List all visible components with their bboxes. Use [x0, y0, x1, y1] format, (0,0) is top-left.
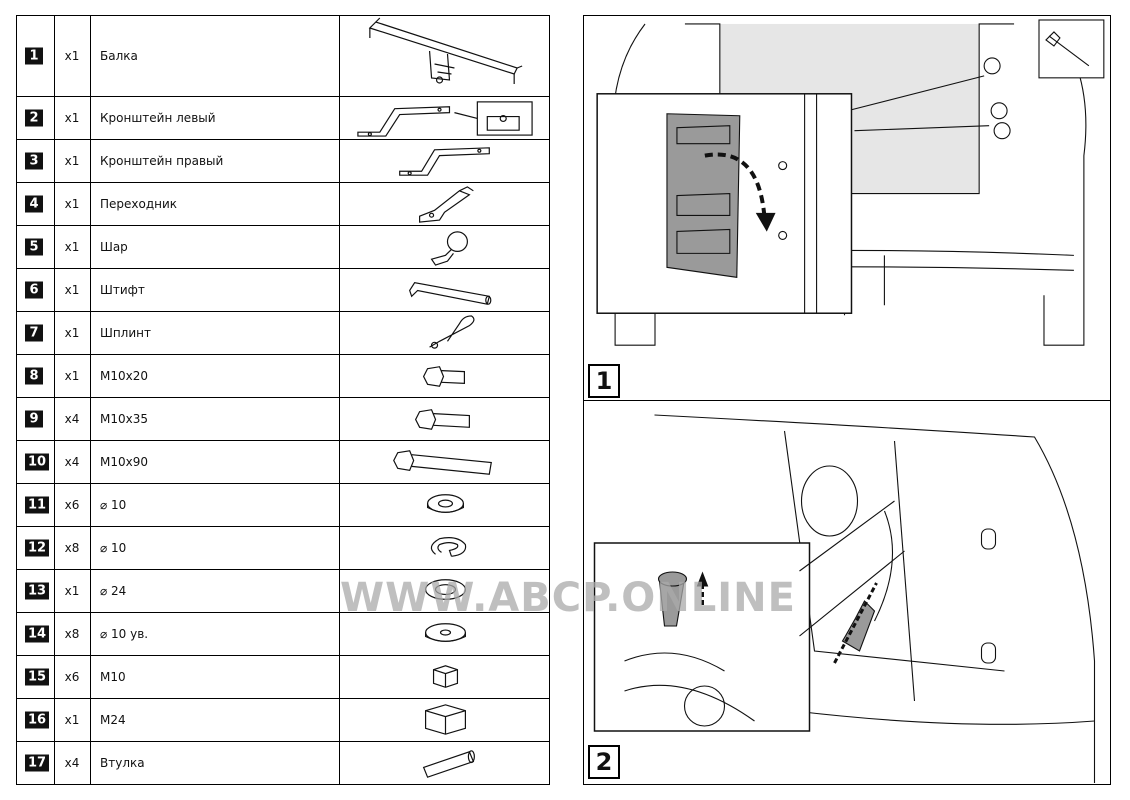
table-row: [17, 698, 549, 741]
bracket-right-drawing: [340, 140, 549, 182]
part-number: 17: [25, 755, 49, 772]
table-row: [17, 16, 549, 96]
part-name: Переходник: [90, 183, 340, 225]
part-qty: x8: [54, 613, 91, 655]
table-row: [17, 96, 549, 139]
part-number: 1: [25, 48, 43, 65]
table-row: [17, 268, 549, 311]
table-row: [17, 655, 549, 698]
part-qty: x1: [54, 140, 91, 182]
washer-drawing: [340, 484, 549, 526]
part-name: Втулка: [90, 742, 340, 784]
part-number: 7: [25, 325, 43, 342]
part-number: 9: [25, 411, 43, 428]
part-name: M10: [90, 656, 340, 698]
part-number: 2: [25, 110, 43, 127]
part-number: 8: [25, 368, 43, 385]
part-qty: x1: [54, 355, 91, 397]
part-qty: x6: [54, 656, 91, 698]
table-row: [17, 483, 549, 526]
table-row: [17, 741, 549, 784]
nut-drawing: [340, 656, 549, 698]
beam-drawing: [340, 16, 549, 96]
spring-washer-drawing: [340, 527, 549, 569]
table-row: [17, 311, 549, 354]
part-qty: x1: [54, 226, 91, 268]
pin-drawing: [340, 269, 549, 311]
part-number: 3: [25, 153, 43, 170]
watermark: WWW.ABCP.ONLINE: [340, 575, 796, 621]
nut-large-drawing: [340, 699, 549, 741]
part-name: Шар: [90, 226, 340, 268]
table-row: [17, 182, 549, 225]
part-qty: x1: [54, 312, 91, 354]
installation-panels: [583, 15, 1111, 785]
part-qty: x1: [54, 16, 91, 96]
part-qty: x1: [54, 97, 91, 139]
part-name: Штифт: [90, 269, 340, 311]
part-name: ⌀ 10 ув.: [90, 613, 340, 655]
table-row: [17, 397, 549, 440]
cotter-pin-drawing: [340, 312, 549, 354]
part-qty: x1: [54, 269, 91, 311]
part-number: 6: [25, 282, 43, 299]
part-qty: x4: [54, 398, 91, 440]
part-name: Кронштейн правый: [90, 140, 340, 182]
part-name: M10x35: [90, 398, 340, 440]
adapter-drawing: [340, 183, 549, 225]
part-number: 16: [25, 712, 49, 729]
part-number: 12: [25, 540, 49, 557]
bolt-drawing: [340, 398, 549, 440]
step-number: 2: [588, 745, 620, 779]
part-name: M10x20: [90, 355, 340, 397]
part-number: 14: [25, 626, 49, 643]
table-row: [17, 354, 549, 397]
step-number: 1: [588, 364, 620, 398]
part-qty: x4: [54, 742, 91, 784]
part-number: 10: [25, 454, 49, 471]
part-name: Кронштейн левый: [90, 97, 340, 139]
ball-drawing: [340, 226, 549, 268]
table-row: [17, 440, 549, 483]
part-qty: x1: [54, 183, 91, 225]
part-name: M10x90: [90, 441, 340, 483]
part-qty: x1: [54, 570, 91, 612]
bracket-left-drawing: [340, 97, 549, 139]
part-qty: x1: [54, 699, 91, 741]
part-number: 5: [25, 239, 43, 256]
step-1-panel: [584, 16, 1110, 401]
bushing-drawing: [340, 742, 549, 784]
part-number: 11: [25, 497, 49, 514]
part-name: Шплинт: [90, 312, 340, 354]
part-number: 13: [25, 583, 49, 600]
part-qty: x6: [54, 484, 91, 526]
bolt-drawing: [340, 355, 549, 397]
table-row: [17, 225, 549, 268]
part-name: ⌀ 24: [90, 570, 340, 612]
step-1-drawing: [584, 16, 1110, 400]
part-name: Балка: [90, 16, 340, 96]
part-name: ⌀ 10: [90, 527, 340, 569]
part-name: M24: [90, 699, 340, 741]
parts-table: [16, 15, 550, 785]
part-qty: x8: [54, 527, 91, 569]
table-row: [17, 526, 549, 569]
part-number: 15: [25, 669, 49, 686]
part-qty: x4: [54, 441, 91, 483]
part-number: 4: [25, 196, 43, 213]
bolt-drawing: [340, 441, 549, 483]
part-name: ⌀ 10: [90, 484, 340, 526]
table-row: [17, 139, 549, 182]
